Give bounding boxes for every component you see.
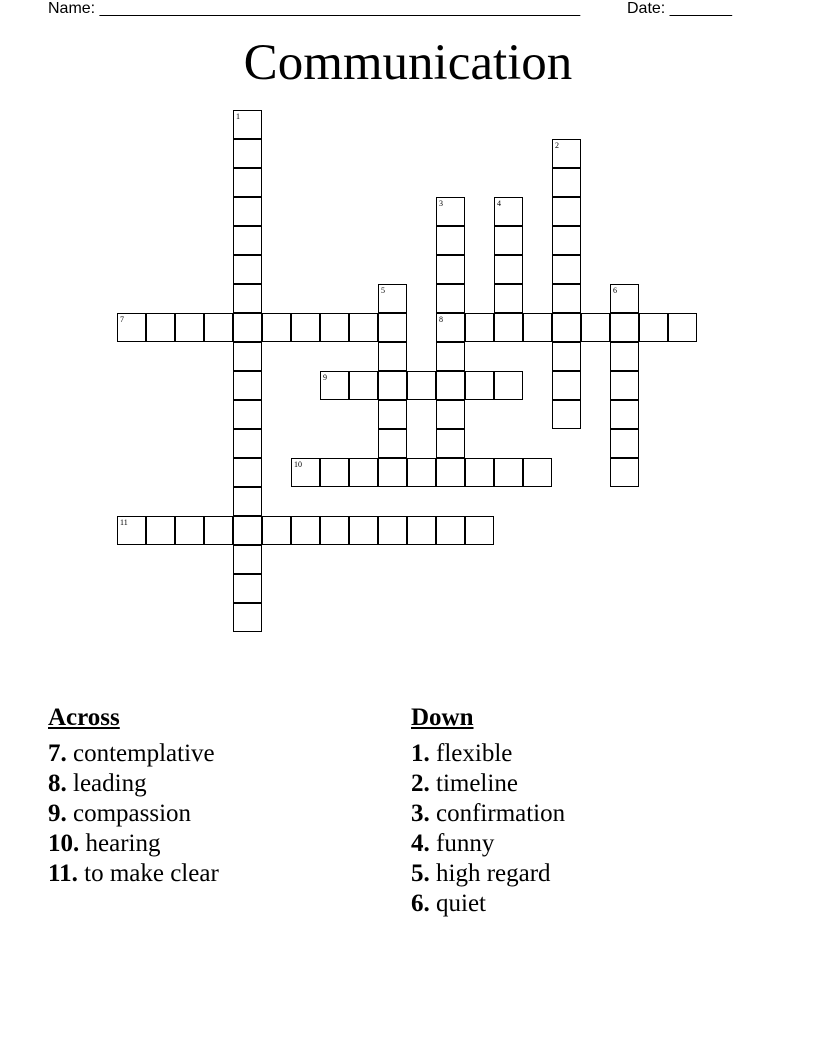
grid-cell[interactable] — [436, 458, 465, 487]
across-clue-11: 11. to make clear — [48, 860, 219, 887]
grid-cell[interactable] — [320, 516, 349, 545]
clue-number-1: 1 — [236, 112, 240, 121]
grid-cell[interactable] — [233, 574, 262, 603]
grid-cell[interactable] — [233, 284, 262, 313]
grid-cell[interactable] — [494, 255, 523, 284]
grid-cell[interactable] — [494, 284, 523, 313]
grid-cell[interactable] — [639, 313, 668, 342]
grid-cell[interactable] — [465, 516, 494, 545]
page-title: Communication — [243, 35, 573, 91]
grid-cell[interactable] — [610, 400, 639, 429]
clue-number-7: 7 — [120, 315, 124, 324]
across-clues — [48, 703, 219, 889]
grid-cell[interactable] — [378, 429, 407, 458]
grid-cell[interactable] — [233, 545, 262, 574]
down-clue-1: 1. flexible — [411, 740, 513, 767]
grid-cell[interactable] — [407, 516, 436, 545]
grid-cell[interactable] — [552, 284, 581, 313]
grid-cell[interactable] — [320, 458, 349, 487]
grid-cell[interactable] — [146, 313, 175, 342]
across-clue-10: 10. hearing — [48, 830, 161, 857]
grid-cell[interactable] — [233, 342, 262, 371]
grid-cell[interactable] — [262, 516, 291, 545]
across-clue-9: 9. compassion — [48, 800, 192, 827]
grid-cell[interactable] — [610, 458, 639, 487]
clue-number-9: 9 — [323, 373, 327, 382]
down-clues — [411, 703, 565, 919]
grid-cell[interactable] — [378, 458, 407, 487]
grid-cell[interactable] — [436, 400, 465, 429]
grid-cell[interactable] — [523, 313, 552, 342]
grid-cell[interactable] — [465, 313, 494, 342]
grid-cell[interactable] — [233, 313, 262, 342]
down-clue-3: 3. confirmation — [411, 800, 566, 827]
grid-cell[interactable] — [233, 429, 262, 458]
grid-cell[interactable] — [610, 371, 639, 400]
down-heading: Down — [411, 704, 474, 731]
grid-cell[interactable] — [233, 197, 262, 226]
grid-cell[interactable] — [233, 487, 262, 516]
grid-cell[interactable] — [581, 313, 610, 342]
date-field-line: Date: _______ — [627, 0, 732, 17]
across-clue-8: 8. leading — [48, 770, 147, 797]
grid-cell[interactable] — [436, 226, 465, 255]
grid-cell[interactable] — [436, 371, 465, 400]
grid-cell[interactable] — [233, 371, 262, 400]
grid-cell[interactable] — [494, 313, 523, 342]
grid-cell[interactable] — [378, 371, 407, 400]
grid-cell[interactable] — [552, 197, 581, 226]
grid-cell[interactable] — [233, 226, 262, 255]
grid-cell[interactable] — [552, 255, 581, 284]
clue-number-4: 4 — [497, 199, 501, 208]
grid-cell[interactable] — [436, 429, 465, 458]
grid-cell[interactable] — [378, 313, 407, 342]
grid-cell[interactable] — [523, 458, 552, 487]
down-clue-4: 4. funny — [411, 830, 495, 857]
across-clue-7: 7. contemplative — [48, 740, 215, 767]
clue-number-10: 10 — [294, 460, 302, 469]
grid-cell[interactable] — [204, 516, 233, 545]
grid-cell[interactable] — [610, 342, 639, 371]
grid-cell[interactable] — [378, 342, 407, 371]
grid-cell[interactable] — [378, 400, 407, 429]
grid-cell[interactable] — [436, 255, 465, 284]
grid-cell[interactable] — [146, 516, 175, 545]
grid-cell[interactable] — [552, 168, 581, 197]
grid-cell[interactable] — [320, 313, 349, 342]
grid-cell[interactable] — [465, 371, 494, 400]
grid-cell[interactable] — [233, 255, 262, 284]
grid-cell[interactable] — [233, 603, 262, 632]
clue-number-3: 3 — [439, 199, 443, 208]
grid-cell[interactable] — [668, 313, 697, 342]
grid-cell[interactable] — [436, 516, 465, 545]
grid-cell[interactable] — [378, 516, 407, 545]
grid-cell[interactable] — [291, 516, 320, 545]
grid-cell[interactable] — [552, 400, 581, 429]
clue-number-11: 11 — [120, 518, 128, 527]
grid-cell[interactable] — [349, 371, 378, 400]
grid-cell[interactable] — [552, 342, 581, 371]
clue-number-2: 2 — [555, 141, 559, 150]
grid-cell[interactable] — [610, 313, 639, 342]
clue-number-5: 5 — [381, 286, 385, 295]
grid-cell[interactable] — [262, 313, 291, 342]
grid-cell[interactable] — [494, 226, 523, 255]
grid-cell[interactable] — [349, 458, 378, 487]
grid-cell[interactable] — [407, 458, 436, 487]
grid-cell[interactable] — [175, 313, 204, 342]
grid-cell[interactable] — [233, 458, 262, 487]
grid-cell[interactable] — [233, 168, 262, 197]
grid-cell[interactable] — [233, 139, 262, 168]
grid-cell[interactable] — [465, 458, 494, 487]
grid-cell[interactable] — [552, 313, 581, 342]
clue-number-6: 6 — [613, 286, 617, 295]
grid-cell[interactable] — [552, 226, 581, 255]
grid-cell[interactable] — [436, 284, 465, 313]
name-field-line: Name: ______________________________________________________ — [48, 0, 581, 17]
grid-cell[interactable] — [175, 516, 204, 545]
grid-cell[interactable] — [494, 458, 523, 487]
grid-cell[interactable] — [436, 342, 465, 371]
grid-cell[interactable] — [349, 516, 378, 545]
down-clue-6: 6. quiet — [411, 890, 486, 917]
grid-cell[interactable] — [204, 313, 233, 342]
grid-cell[interactable] — [291, 313, 320, 342]
grid-cell[interactable] — [610, 429, 639, 458]
down-clue-5: 5. high regard — [411, 860, 551, 887]
grid-cell[interactable] — [349, 313, 378, 342]
grid-cell[interactable] — [407, 371, 436, 400]
grid-cell[interactable] — [494, 371, 523, 400]
clue-number-8: 8 — [439, 315, 443, 324]
grid-cell[interactable] — [552, 371, 581, 400]
down-clue-2: 2. timeline — [411, 770, 518, 797]
across-heading: Across — [48, 704, 120, 731]
grid-cell[interactable] — [233, 516, 262, 545]
grid-cell[interactable] — [233, 400, 262, 429]
